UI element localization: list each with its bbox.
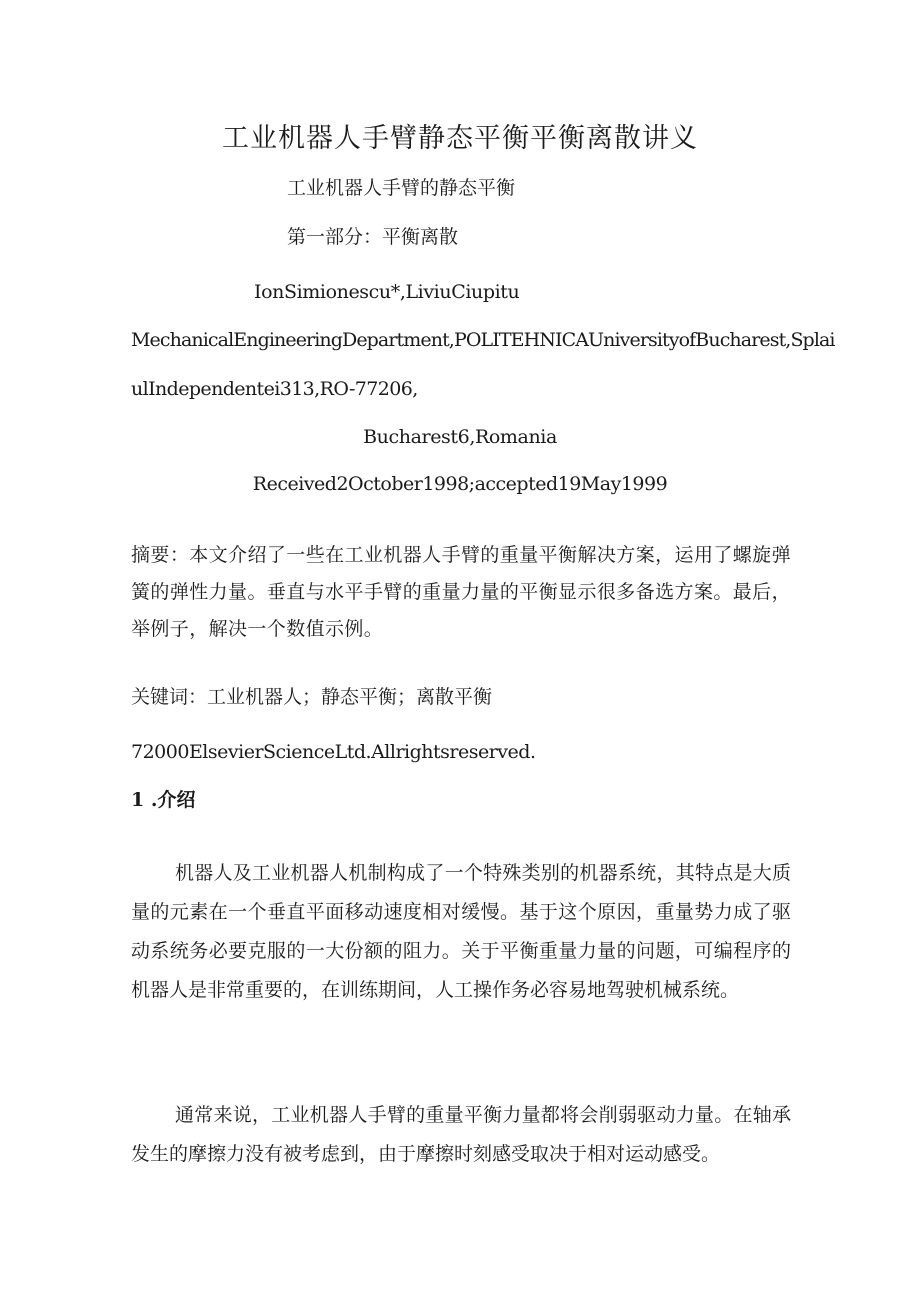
- document-part: 第一部分：平衡离散: [287, 226, 459, 248]
- document-title: 工业机器人手臂静态平衡平衡离散讲义: [222, 123, 698, 154]
- affiliation-line-1: MechanicalEngineeringDepartment,POLITEHNICAUniversityofBucharest,Splai: [131, 329, 835, 351]
- affiliation-line-3: Bucharest6,Romania: [363, 426, 557, 448]
- section-heading: 1 .介绍: [131, 789, 196, 811]
- abstract: 摘要：本文介绍了一些在工业机器人手臂的重量平衡解决方案，运用了螺旋弹簧的弹性力量。垂直与水平手臂的重量力量的平衡显示很多备选方案。最后，举例子，解决一个数值示例。: [131, 544, 791, 640]
- document-subtitle: 工业机器人手臂的静态平衡: [287, 177, 516, 199]
- intro-paragraph-1: 机器人及工业机器人机制构成了一个特殊类别的机器系统，其特点是大质量的元素在一个垂直平面移动速度相对缓慢。基于这个原因，重量势力成了驱动系统务必要克服的一大份额的阻力。关于平衡重量力量的问题，可编程序的机器人是非常重要的，在训练期间，人工操作务必容易地驾驶机械系统。: [131, 862, 791, 1001]
- affiliation-line-2: ulIndependentei313,RO-77206,: [131, 378, 418, 400]
- received-date: Received2October1998;accepted19May1999: [252, 473, 668, 495]
- copyright: 72000ElsevierScienceLtd.Allrightsreserved.: [131, 741, 536, 763]
- keywords: 关键词：工业机器人；静态平衡；离散平衡: [131, 686, 493, 708]
- intro-paragraph-2: 通常来说，工业机器人手臂的重量平衡力量都将会削弱驱动力量。在轴承发生的摩擦力没有被考虑到，由于摩擦时刻感受取决于相对运动感受。: [131, 1104, 791, 1165]
- authors: IonSimionescu*,LiviuCiupitu: [254, 281, 520, 303]
